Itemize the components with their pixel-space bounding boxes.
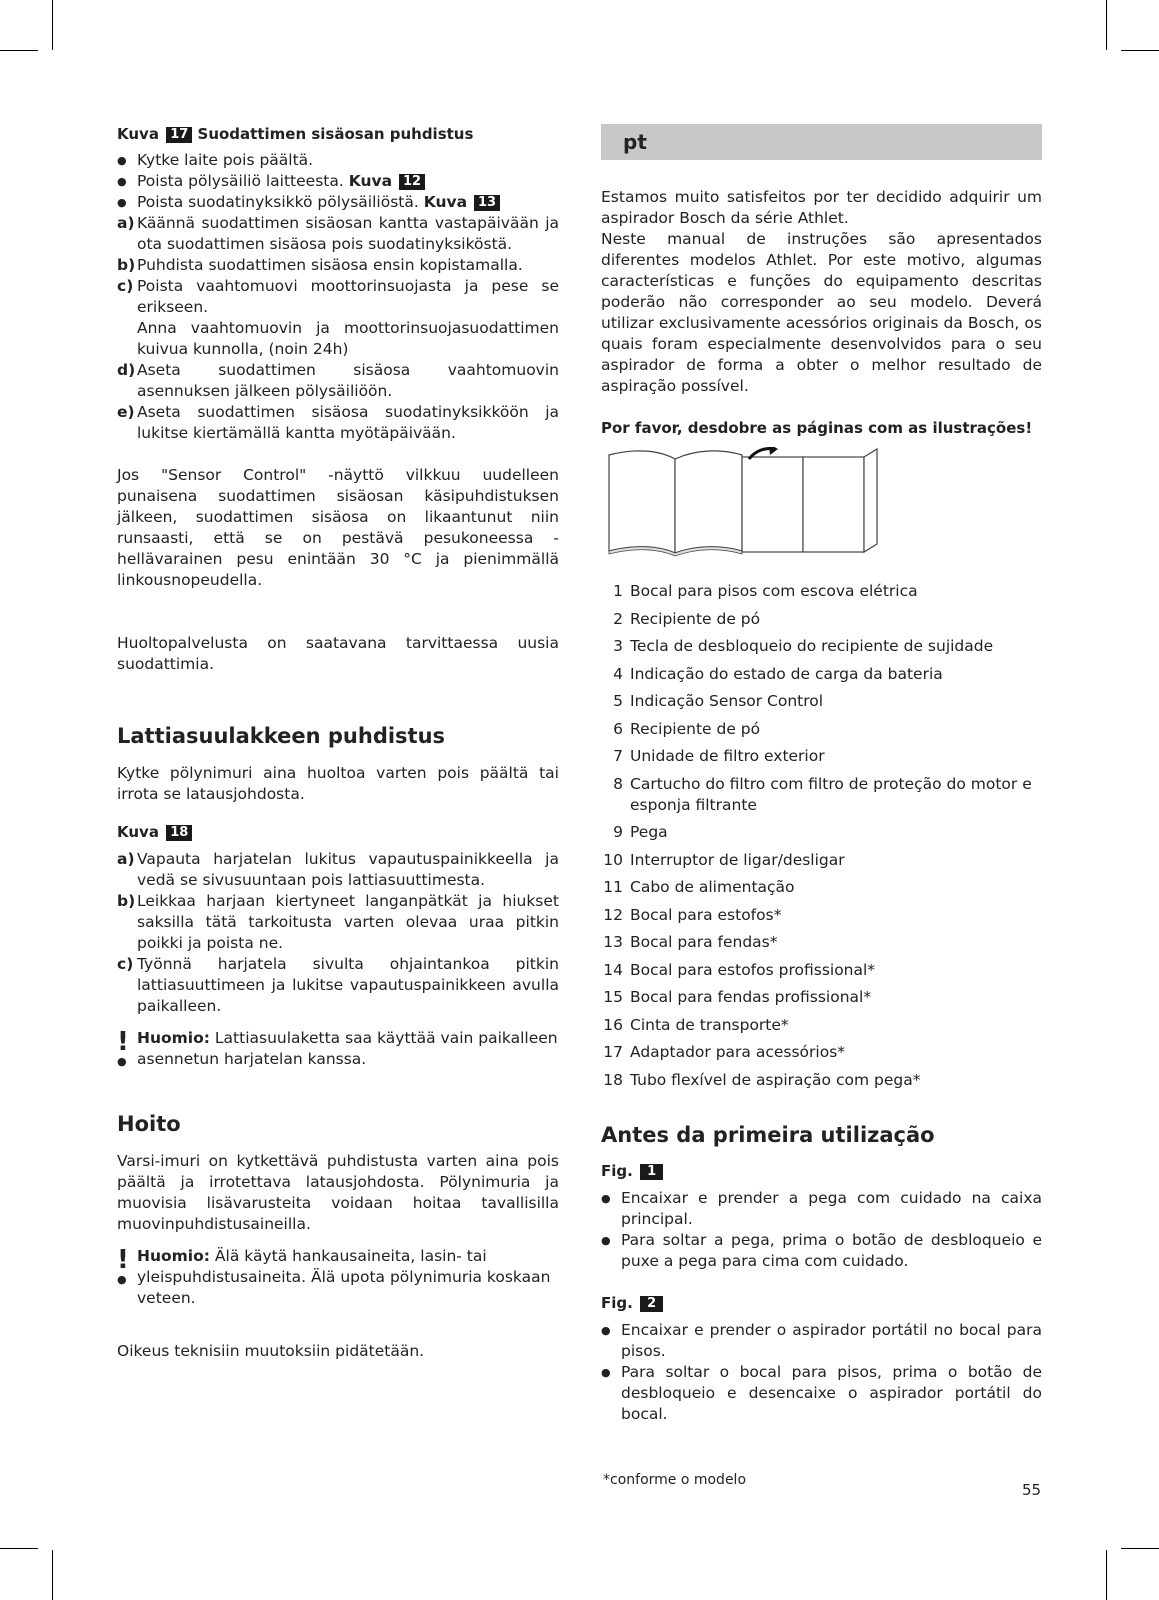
step-item: b) Leikkaa harjaan kiertyneet langanpätkät ja hiukset saksilla tätä tarkoitusta varten olevaa uraa pitkin poikki ja poista ne. (117, 892, 559, 952)
figure-number-badge: 13 (474, 195, 500, 211)
list-item: 5 Indicação Sensor Control (613, 692, 824, 710)
crop-mark (0, 1548, 38, 1549)
figure-reference-2: Fig. 2 (601, 1293, 1042, 1314)
list-item: 14 Bocal para estofos profissional* (603, 960, 876, 979)
step-item: a) Käännä suodattimen sisäosan kantta vastapäivään ja ota suodattimen sisäosa pois suodatinyksiköstä. (117, 214, 559, 253)
parts-list (601, 581, 1042, 1091)
unfold-instruction: Por favor, desdobre as páginas com as ilustrações! (601, 419, 1033, 437)
list-item: ● Para soltar o bocal para pisos, prima o botão de desbloqueio e desencaixe o aspirador portátil do bocal. (601, 1362, 1042, 1425)
list-item: 1 Bocal para pisos com escova elétrica (613, 582, 918, 600)
heading-care: Hoito (117, 1112, 181, 1136)
list-item: 3 Tecla de desbloqueio do recipiente de sujidade (613, 637, 994, 655)
crop-mark (1121, 50, 1159, 51)
figure-reference-18: Kuva 18 (117, 822, 559, 843)
list-item: 18 Tubo flexível de aspiração com pega* (603, 1070, 921, 1089)
step-item: e) Aseta suodattimen sisäosa suodatinyksikköön ja lukitse kiertämällä kantta myötäpäivään. (117, 403, 559, 442)
step-item: b) Puhdista suodattimen sisäosa ensin kopistamalla. (117, 256, 523, 274)
figure-number-badge: 2 (640, 1296, 663, 1312)
list-item: 9 Pega (613, 823, 668, 841)
warning-note: ! ● Huomio: Lattiasuulaketta saa käyttää vain paikalleen asennetun harjatelan kanssa. (117, 1027, 558, 1068)
list-item: 6 Recipiente de pó (613, 719, 761, 738)
list-item: 15 Bocal para fendas profissional* (603, 988, 872, 1006)
figure-number-badge: 12 (399, 174, 425, 190)
list-item: 7 Unidade de filtro exterior (613, 747, 825, 765)
crop-mark (52, 1550, 53, 1600)
paragraph-intro: Estamos muito satisfeitos por ter decidido adquirir um aspirador Bosch da série Athlet. (601, 188, 1042, 227)
warning-icon: ! (117, 1027, 129, 1057)
list-item: ● Encaixar e prender a pega com cuidado na caixa principal. (601, 1188, 1042, 1230)
step-item: c) Poista vaahtomuovi moottorinsuojasta ja pese se erikseen. Anna vaahtomuovin ja moottorinsuojasuodattimen kuivua kunnolla, (noin 24h) (117, 277, 559, 358)
step-item: c) Työnnä harjatela sivulta ohjaintankoa pitkin lattiasuuttimeen ja lukitse vapautuspainikkeen avulla paikalleen. (117, 955, 559, 1015)
paragraph-care: Varsi-imuri on kytkettävä puhdistusta varten aina pois päältä ja irrotettava latausjohdosta. Pölynimuria ja muovisia lisävarusteita voidaan hoitaa tavallisilla muovinpuhdistusaineilla. (117, 1152, 559, 1233)
paragraph-service: Huoltopalvelusta on saatavana tarvittaessa uusia suodattimia. (117, 634, 559, 673)
list-item: 11 Cabo de alimentação (603, 878, 795, 896)
section-heading-filter-cleaning: Kuva 17 Suodattimen sisäosan puhdistus (117, 125, 474, 143)
list-item: ● Poista pölysäiliö laitteesta. Kuva 12 (117, 171, 559, 192)
crop-mark (1106, 1550, 1107, 1600)
list-item: 16 Cinta de transporte* (603, 1015, 789, 1034)
list-item: ● Poista suodatinyksikkö pölysäiliöstä. Kuva 13 (117, 192, 559, 213)
warning-icon: ! (117, 1245, 129, 1275)
figure-reference-1: Fig. 1 (601, 1161, 1042, 1182)
crop-mark (52, 0, 53, 50)
warning-note: ! ● Huomio: Älä käytä hankausaineita, lasin- tai yleispuhdistusaineita. Älä upota pölynimuria koskaan veteen. (117, 1245, 551, 1307)
list-item: 8 Cartucho do filtro com filtro de proteção do motor e esponja filtrante (613, 774, 1032, 814)
language-header-bar: pt (601, 124, 1042, 160)
list-item: 2 Recipiente de pó (613, 609, 761, 628)
step-item: d) Aseta suodattimen sisäosa vaahtomuovin asennuksen jälkeen pölysäiliöön. (117, 361, 559, 400)
step-item: a) Vapauta harjatelan lukitus vapautuspainikkeella ja vedä se sivusuuntaan pois lattiasuuttimesta. (117, 850, 559, 889)
list-item: 17 Adaptador para acessórios* (603, 1043, 846, 1061)
crop-mark (0, 50, 38, 51)
list-item: 10 Interruptor de ligar/desligar (603, 850, 845, 869)
list-item: 4 Indicação do estado de carga da bateria (613, 664, 943, 683)
list-item: 12 Bocal para estofos* (603, 905, 782, 924)
page-number: 55 (1022, 1481, 1042, 1499)
list-item: ● Kytke laite pois päältä. (117, 150, 559, 171)
list-item: ● Encaixar e prender o aspirador portátil no bocal para pisos. (601, 1320, 1042, 1362)
heading-before-first-use: Antes da primeira utilização (601, 1123, 935, 1147)
paragraph-floor: Kytke pölynimuri aina huoltoa varten pois päältä tai irrota se latausjohdosta. (117, 764, 559, 803)
list-item: ● Para soltar a pega, prima o botão de desbloqueio e puxe a pega para cima com cuidado. (601, 1230, 1042, 1272)
paragraph-sensor-control: Jos "Sensor Control" -näyttö vilkkuu uudelleen punaisena suodattimen sisäosan käsipuhdistuksen jälkeen, suodattimen sisäosa on likaantunut niin runsaasti, että se on pestävä pesukoneessa - hellävarainen pesu enintään 30 °C ja pienimmällä linkousnopeudella. (117, 466, 559, 589)
figure-number-badge: 18 (166, 825, 192, 841)
crop-mark (1121, 1548, 1159, 1549)
figure-number-badge: 1 (640, 1164, 663, 1180)
figure-number-badge: 17 (166, 127, 192, 143)
paragraph-intro-models: Neste manual de instruções são apresentados diferentes modelos Athlet. Por este motivo, algumas características e funções do equipamento descritas poderão não corresponder ao seu modelo. Deverá utilizar exclusivamente acessórios originais da Bosch, os quais foram especialmente desenvolvidos para o seu aspirador de forma a obter o melhor resultado de aspiração possível. (601, 230, 1042, 395)
list-item: 13 Bocal para fendas* (603, 933, 778, 951)
right-column (601, 124, 1042, 1425)
left-column (117, 124, 559, 1362)
heading-floor-nozzle-cleaning: Lattiasuulakkeen puhdistus (117, 724, 446, 748)
unfold-pages-illustration (607, 447, 887, 559)
paragraph-rights: Oikeus teknisiin muutoksiin pidätetään. (117, 1342, 425, 1360)
footnote: *conforme o modelo (603, 1472, 747, 1488)
crop-mark (1106, 0, 1107, 50)
